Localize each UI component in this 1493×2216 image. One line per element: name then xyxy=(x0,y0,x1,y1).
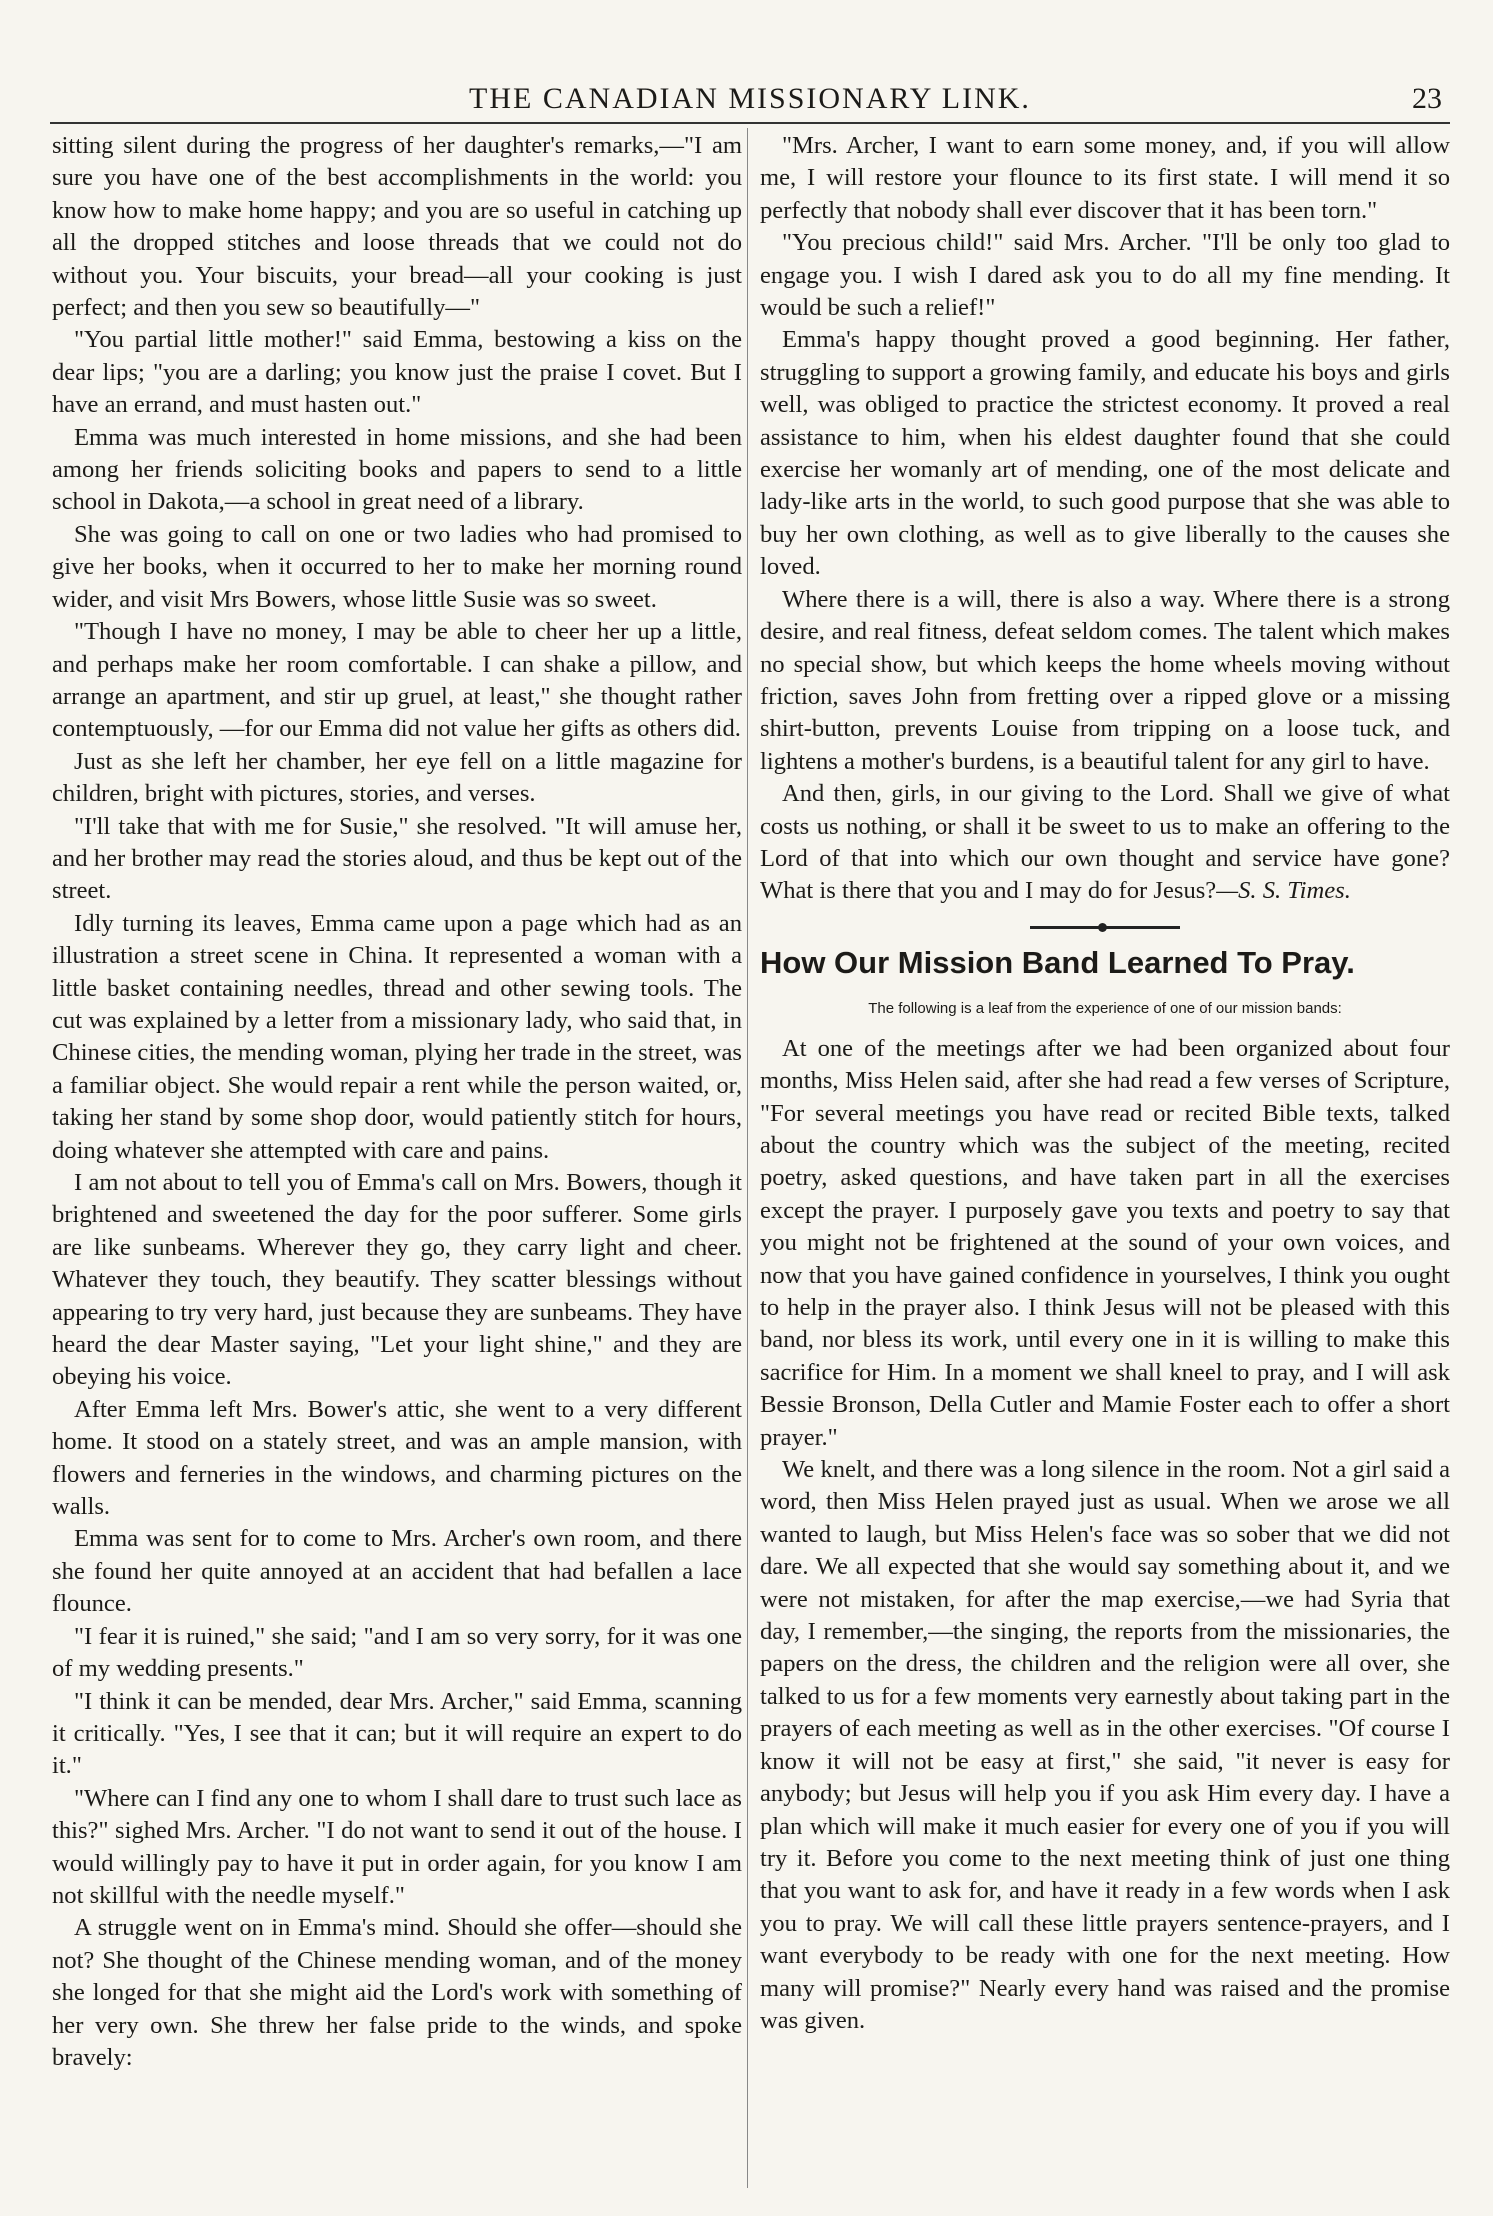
paragraph-text: And then, girls, in our giving to the Lord. Shall we give of what costs us nothing, or shall it be sweet to us to make an offering to the Lord of that into which our own thought and service have gone? What is there that you and I may do for Jesus? xyxy=(760,780,1450,905)
paragraph: She was going to call on one or two ladies who had promised to give her books, when it occurred to her to make her morning round wider, and visit Mrs Bowers, whose little Susie was so sweet. xyxy=(52,520,742,613)
paragraph: Just as she left her chamber, her eye fell on a little magazine for children, bright with pictures, stories, and verses. xyxy=(52,747,742,808)
paragraph: Emma's happy thought proved a good beginning. Her father, struggling to support a growing family, and educate his boys and girls well, was obliged to practice the strictest economy. It proved a real assistance to him, when his eldest daughter found that she could exercise her womanly art of mending, one of the most delicate and lady-like arts in the world, to such good purpose that she was able to buy her own clothing, as well as to give liberally to the causes she loved. xyxy=(760,326,1450,581)
article-heading: How Our Mission Band Learned To Pray. xyxy=(760,944,1355,980)
paragraph: Idly turning its leaves, Emma came upon a page which had as an illustration a street scene in China. It represented a woman with a little basket containing needles, thread and other sewing tools. The cut was explained by a letter from a missionary lady, who said that, in Chinese cities, the mending woman, plying her trade in the street, was a familiar object. She would repair a rent while the person waited, or, taking her stand by some shop door, would patiently stitch for hours, doing whatever she attempted with care and pains. xyxy=(52,909,742,1164)
page-header xyxy=(50,82,1450,124)
paragraph: At one of the meetings after we had been organized about four months, Miss Helen said, after she had read a few verses of Scripture, "For several meetings you have read or recited Bible texts, talked about the country which was the subject of the meeting, recited poetry, asked questions, and have taken part in all the exercises except the prayer. I purposely gave you texts and poetry to say that you might not be frightened at the sound of your own voices, and now that you have gained confidence in yourselves, I think you ought to help in the prayer also. I think Jesus will not be pleased with this band, nor bless its work, until every one in it is willing to make this sacrifice for Him. In a moment we shall kneel to pray, and I will ask Bessie Bronson, Della Cutler and Mamie Foster each to offer a short prayer." xyxy=(760,1034,1450,1451)
paragraph: I am not about to tell you of Emma's call on Mrs. Bowers, though it brightened and sweetened the day for the poor sufferer. Some girls are like sunbeams. Wherever they go, they carry light and cheer. Whatever they touch, they beautify. They scatter blessings without appearing to try very hard, just because they are sunbeams. They have heard the dear Master saying, "Let your light shine," and they are obeying his voice. xyxy=(52,1169,742,1391)
paragraph: "I think it can be mended, dear Mrs. Archer," said Emma, scanning it critically. "Yes, I see that it can; but it will require an expert to do it." xyxy=(52,1687,742,1780)
paragraph: Emma was sent for to come to Mrs. Archer's own room, and there she found her quite annoyed at an accident that had befallen a lace flounce. xyxy=(52,1525,742,1618)
paragraph: sitting silent during the progress of her daughter's remarks,—"I am sure you have one of the best accomplishments in the world: you know how to make home happy; and you are so useful in catching up all the dropped stitches and loose threads that we could not do without you. Your biscuits, your bread—all your cooking is just perfect; and then you sew so beautifully—" xyxy=(52,132,742,322)
paragraph: "I'll take that with me for Susie," she resolved. "It will amuse her, and her brother may read the stories aloud, and thus be kept out of the street. xyxy=(52,812,742,905)
section-rule xyxy=(1030,926,1180,929)
right-column xyxy=(760,130,1450,2190)
paragraph: Where there is a will, there is also a way. Where there is a strong desire, and real fitness, defeat seldom comes. The talent which makes no special show, but which keeps the home wheels moving without friction, saves John from fretting over a ripped glove or a missing shirt-button, prevents Louise from tripping on a loose tuck, and lightens a mother's burdens, is a beautiful talent for any girl to have. xyxy=(760,585,1450,775)
paragraph: After Emma left Mrs. Bower's attic, she went to a very different home. It stood on a stately street, and was an ample mansion, with flowers and ferneries in the windows, and charming pictures on the walls. xyxy=(52,1395,742,1521)
column-divider xyxy=(747,128,748,2188)
running-title: THE CANADIAN MISSIONARY LINK. xyxy=(469,82,1031,115)
paragraph: A struggle went on in Emma's mind. Should she offer—should she not? She thought of the Chinese mending woman, and of the money she longed for that she might aid the Lord's work with something of her very own. She threw her false pride to the winds, and spoke bravely: xyxy=(52,1914,742,2071)
article-intro: The following is a leaf from the experience of one of our mission bands: xyxy=(868,999,1342,1017)
paragraph: "Where can I find any one to whom I shall dare to trust such lace as this?" sighed Mrs. Archer. "I do not want to send it out of the house. I would willingly pay to have it put in order again, for you know I am not skillful with the needle myself." xyxy=(52,1784,742,1909)
paragraph-with-signature xyxy=(760,778,1450,908)
page-number: 23 xyxy=(1412,82,1442,115)
paragraph: "I fear it is ruined," she said; "and I am so very sorry, for it was one of my wedding presents." xyxy=(52,1622,742,1683)
paragraph: Emma was much interested in home missions, and she had been among her friends soliciting books and papers to send to a little school in Dakota,—a school in great need of a library. xyxy=(52,423,742,516)
source-signature: —S. S. Times. xyxy=(1216,877,1351,905)
left-column xyxy=(52,130,742,2190)
paragraph: "Mrs. Archer, I want to earn some money, and, if you will allow me, I will restore your flounce to its first state. I will mend it so perfectly that nobody shall ever discover that it has been torn." xyxy=(760,132,1450,224)
paragraph: We knelt, and there was a long silence in the room. Not a girl said a word, then Miss Helen prayed just as usual. When we arose we all wanted to laugh, but Miss Helen's face was so sober that we did not dare. We all expected that she would say something about it, and we were not mistaken, for after the map exercise,—we had Syria that day, I remember,—the singing, the reports from the missionaries, the papers on the dress, the children and the religion were all over, she talked to us for a few moments very earnestly about taking part in the prayers of each meeting as well as in the other exercises. "Of course I know it will not be easy at first," she said, "it never is easy for anybody; but Jesus will help you if you ask Him every day. I have a plan which will make it much easier for every one of you if you will try it. Before you come to the next meeting think of just one thing that you want to ask for, and have it ready in a few words when I ask you to pray. We will call these little prayers sentence-prayers, and I want everybody to be ready with one for the next meeting. How many will promise?" Nearly every hand was raised and the promise was given. xyxy=(760,1456,1450,2034)
paragraph: "You precious child!" said Mrs. Archer. "I'll be only too glad to engage you. I wish I dared ask you to do all my fine mending. It would be such a relief!" xyxy=(760,229,1450,322)
paragraph: "Though I have no money, I may be able to cheer her up a little, and perhaps make her room comfortable. I can shake a pillow, and arrange an apartment, and stir up gruel, at least," she thought rather contemptuously, —for our Emma did not value her gifts as others did. xyxy=(52,618,742,743)
paragraph: "You partial little mother!" said Emma, bestowing a kiss on the dear lips; "you are a darling; you know just the praise I covet. But I have an errand, and must hasten out." xyxy=(52,326,742,419)
